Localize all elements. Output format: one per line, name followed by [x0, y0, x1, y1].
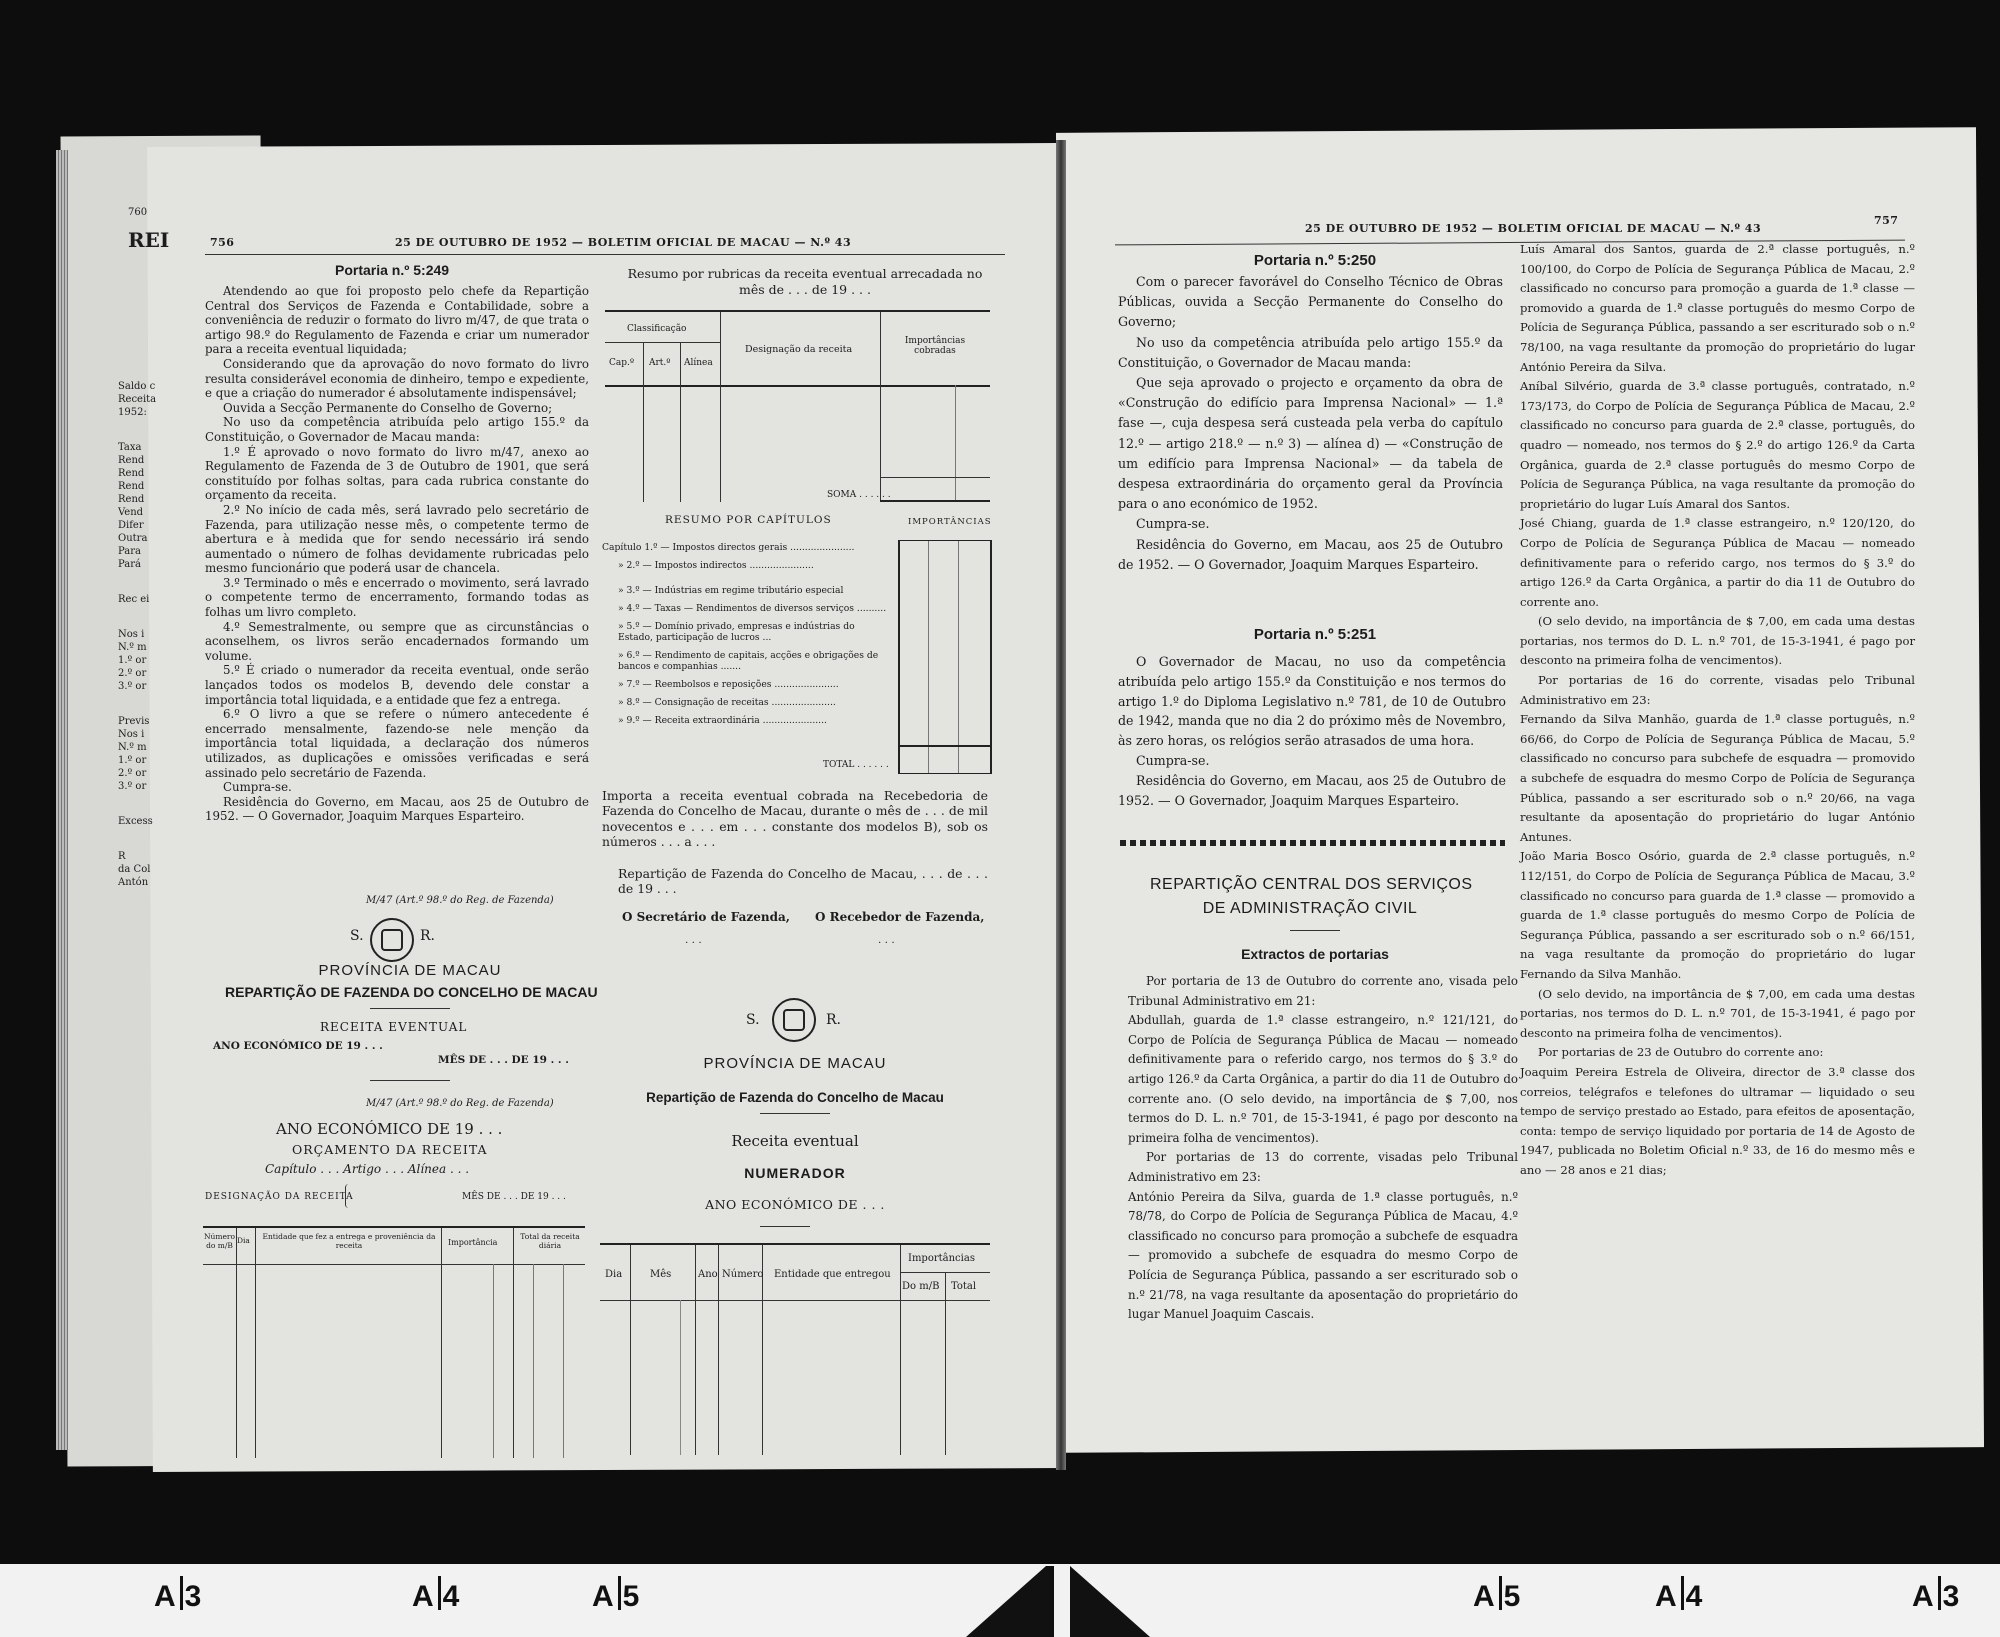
middle-numerador: NUMERADOR	[744, 1165, 846, 1181]
page-edge-stack	[56, 150, 68, 1450]
right-page-header: 25 DE OUTUBRO DE 1952 — BOLETIM OFICIAL DE MACAU — N.º 43	[1305, 222, 1762, 235]
left-col-dia: Dia	[237, 1236, 250, 1245]
class-col-cap: Cap.º	[609, 358, 635, 368]
under-fragment: Rec ei	[118, 594, 150, 605]
chapter-row: » 8.º — Consignação de receitas ......................	[618, 697, 836, 708]
column-2-paragraph: (O selo devido, na importância de $ 7,00, em cada uma destas portarias, nos termos do D. L. n.º 701, de 15-3-1941, é pago por desconto na primeira folha de vencimentos).	[1520, 986, 1915, 1040]
chapter-row: » 7.º — Reembolsos e reposições ......................	[618, 679, 839, 690]
portaria-5249-paragraph: 4.º Semestralmente, ou sempre que as circunstâncias o aconselhem, os livros serão encadernados formando um volume.	[205, 619, 589, 663]
left-col-entidade: Entidade que fez a entrega e proveniência da receita	[262, 1232, 436, 1250]
left-col-importancia: Importância	[448, 1238, 498, 1247]
under-fragment: 1.º or	[118, 655, 147, 666]
reparticao-rule	[1290, 930, 1340, 931]
under-fragment: Rend	[118, 481, 145, 492]
right-column-2-text	[1520, 240, 1915, 1181]
left-mes-line: MÊS DE . . . DE 19 . . .	[462, 1192, 566, 1202]
under-fragment: N.º m	[118, 742, 147, 753]
left-form-rule-2	[370, 1080, 450, 1081]
reparticao-central-title-1: REPARTIÇÃO CENTRAL DOS SERVIÇOS	[1150, 876, 1473, 893]
recebedor-dots: . . .	[878, 934, 895, 946]
portaria-5251-title: Portaria n.º 5:251	[1253, 626, 1377, 643]
left-coat-of-arms-icon	[370, 918, 414, 962]
middle-sr-r: R.	[826, 1012, 841, 1028]
under-fragment: Excess	[118, 816, 153, 827]
extractos-text	[1128, 972, 1518, 1325]
under-fragment: Previs	[118, 716, 150, 727]
portaria-5249-paragraph: Cumpra-se.	[223, 780, 292, 795]
num-col-dom-b: Do m/B	[902, 1281, 940, 1292]
portaria-5251-paragraph: Cumpra-se.	[1136, 752, 1210, 768]
left-provincia: PROVÍNCIA DE MACAU	[318, 962, 502, 979]
extracto-paragraph: António Pereira da Silva, guarda de 1.ª classe português, n.º 78/78, do Corpo de Polícia de Segurança Pública de Macau, 4.º classificado no concurso para promoção a subchefe de esquadra — promovido a subchefe de esquadra do mesmo Corpo de Polícia de Segurança Pública, passando a ser escriturado sob o n.º 21/78, na vaga resultante da aposentação do proprietário do lugar Manuel Joaquim Cascais.	[1128, 1189, 1518, 1322]
portaria-5249-paragraph: No uso da competência atribuída pelo artigo 155.º da Constituição, o Governador de Macau manda:	[205, 415, 589, 444]
middle-coat-of-arms-icon	[772, 998, 816, 1042]
portaria-5249-paragraph: Residência do Governo, em Macau, aos 25 de Outubro de 1952. — O Governador, Joaquim Marques Esparteiro.	[205, 794, 589, 824]
left-page-number: 756	[210, 236, 235, 249]
column-2-paragraph: Joaquim Pereira Estrela de Oliveira, director de 3.ª classe dos correios, telégrafos e telefones do ultramar — liquidado o seu tempo de serviço prestado ao Estado, para efeitos de aposentação, conta: tempo de serviço liquidado por portaria de 14 de Agosto de 1947, publicada no Boletim Oficial n.º 33, de 16 do mesmo mês e ano — 28 anos e 21 dias;	[1520, 1064, 1915, 1177]
soma-label: SOMA . . . . . .	[827, 490, 891, 500]
portaria-5250-paragraph: Cumpra-se.	[1136, 516, 1210, 532]
under-fragment: Taxa	[118, 442, 142, 453]
column-2-paragraph: (O selo devido, na importância de $ 7,00, em cada uma destas portarias, nos termos do D. L. n.º 701, de 15-3-1941, é pago por desconto na primeira folha de vencimentos).	[1520, 614, 1915, 668]
left-designacao-line: DESIGNAÇÃO DA RECEITA	[205, 1192, 354, 1202]
under-fragment: Outra	[118, 533, 148, 544]
num-col-dia: Dia	[605, 1269, 623, 1280]
column-2-paragraph: Por portarias de 16 do corrente, visadas pelo Tribunal Administrativo em 23:	[1520, 673, 1915, 707]
importancias-label: IMPORTÂNCIAS	[908, 517, 992, 527]
under-fragment: 1952:	[118, 407, 147, 418]
numerador-table	[600, 1243, 990, 1455]
left-form-ref-2: M/47 (Art.º 98.º do Reg. de Fazenda)	[366, 1098, 554, 1109]
chapter-row: » 4.º — Taxas — Rendimentos de diversos serviços ..........	[618, 603, 887, 614]
portaria-5249-paragraph: Considerando que da aprovação do novo formato do livro resulta considerável economia de dinheiro, tempo e expediente, e que a criação do numerador é absolutamente indispensável;	[205, 356, 589, 401]
section-wavy-divider	[1120, 840, 1505, 846]
chapter-row: » 5.º — Domínio privado, empresas e indústrias do Estado, participação de lucros ...	[618, 621, 855, 643]
portaria-5249-paragraph: Atendendo ao que foi proposto pelo chefe da Repartição Central dos Serviços de Fazenda e Contabilidade, sobre a conveniência de reduzir o formato do livro m/47, de que trata o artigo 98.º do Regulamento de Fazenda e criar um numerador para a receita eventual liquidada;	[205, 284, 589, 357]
portaria-5251-paragraph: O Governador de Macau, no uso da competência atribuída pelo artigo 155.º da Constituição e nos termos do artigo 1.º do Diploma Legislativo n.º 781, de 10 de Outubro de 1942, manda que no dia 2 do próximo mês de Novembro, às zero horas, os relógios serão atrasados de uma hora.	[1118, 654, 1506, 749]
portaria-5250-paragraph: Que seja aprovado o projecto e orçamento da obra de «Construção do edifício para Imprensa Nacional» — 1.ª fase —, cuja despesa será custeada pela verba do capítulo 12.º — artigo 218.º — n.º 3) — alínea d) — «Construção de um edifício para Imprensa Nacional» — da tabela de despesa extraordinária do orçamento geral da Província para o ano económico de 1952.	[1118, 375, 1503, 512]
portaria-5249-paragraph: 5.º É criado o numerador da receita eventual, onde serão lançados todos os modelos B, devendo dele constar a importância total liquidada, e a entidade que fez a entrega.	[205, 663, 589, 707]
portaria-5249-paragraph: Ouvida a Secção Permanente do Conselho de Governo;	[223, 400, 553, 415]
film-arrow-left	[966, 1566, 1046, 1637]
under-fragment: N.º m	[118, 642, 147, 653]
film-marker-1: A 3	[154, 1576, 201, 1614]
extractos-title: Extractos de portarias	[1241, 946, 1389, 962]
recebedor-label: O Recebedor de Fazenda,	[815, 910, 985, 924]
chapter-row: Capítulo 1.º — Impostos directos gerais ......................	[602, 542, 855, 553]
film-marker-6: A 3	[1912, 1576, 1959, 1614]
column-2-paragraph: Por portarias de 23 de Outubro do corrente ano:	[1538, 1045, 1824, 1060]
left-orcamento: ORÇAMENTO DA RECEITA	[292, 1142, 488, 1157]
middle-sr-s: S.	[746, 1012, 760, 1028]
class-header: Classificação	[627, 324, 687, 334]
num-col-entidade: Entidade que entregou	[774, 1269, 891, 1280]
left-bottom-table	[203, 1226, 585, 1458]
film-marker-3: A 5	[592, 1576, 639, 1614]
class-col-alinea: Alínea	[684, 358, 713, 368]
portaria-5251-text	[1118, 652, 1506, 810]
class-col-art: Art.º	[649, 358, 671, 368]
resumo-rubricas-table	[605, 310, 990, 502]
chapters-list	[602, 542, 892, 733]
portaria-5249-paragraph: 6.º O livro a que se refere o número antecedente é encerrado mensalmente, fazendo-se nele menção da importância total liquidada, a declaração dos números utilizados, as duplicações e omissões verificadas e será assinado pelo secretário de Fazenda.	[205, 707, 589, 780]
portaria-5249-title: Portaria n.º 5:249	[335, 262, 450, 278]
num-col-mes: Mês	[650, 1269, 672, 1280]
left-sr-s: S.	[350, 928, 364, 944]
under-fragment: Nos i	[118, 729, 145, 740]
film-arrow-center	[1046, 1566, 1054, 1637]
column-2-paragraph: Aníbal Silvério, guarda de 3.ª classe português, contratado, n.º 173/173, do Corpo de Polícia de Segurança Pública de Macau, 2.º classificado no concurso para guarda de 2.ª classe, português, do quadro — nomeado, nos termos do § 2.º do artigo 126.º da Carta Orgânica, guarda de 2.ª classe português do mesmo Corpo de Polícia de Segurança Pública, na vaga resultante da promoção do proprietário do lugar Luís Amaral dos Santos.	[1520, 379, 1915, 511]
chapter-row: » 6.º — Rendimento de capitais, acções e obrigações de bancos e companhias .......	[618, 650, 879, 672]
column-2-paragraph: Fernando da Silva Manhão, guarda de 1.ª classe português, n.º 66/66, do Corpo de Polícia de Segurança Pública de Macau, 5.º classificado no concurso para subchefe de esquadra — promovido a subchefe de esquadra do mesmo Corpo de Polícia de Segurança Pública, passando a ser escriturado sob o n.º 20/66, na vaga resultante da aposentação do proprietário do lugar António Antunes.	[1520, 712, 1915, 844]
importa-text: Importa a receita eventual cobrada na Recebedoria de Fazenda do Concelho de Macau, durante o mês de . . . de mil novecentos e . . . em . . . constante dos modelos B), sob os números . . . a . . .	[602, 788, 988, 850]
left-header-rule	[205, 254, 1005, 255]
under-fragment: Rend	[118, 494, 145, 505]
right-page-number: 757	[1874, 214, 1899, 227]
num-col-ano: Ano	[698, 1269, 718, 1280]
chapter-row: » 3.º — Indústrias em regime tributário especial	[618, 585, 844, 596]
middle-reparticao: Repartição de Fazenda do Concelho de Macau	[646, 1090, 944, 1105]
middle-receita-eventual: Receita eventual	[731, 1132, 859, 1150]
column-2-paragraph: João Maria Bosco Osório, guarda de 2.ª classe português, n.º 112/151, do Corpo de Polícia de Segurança Pública de Macau, 3.º classificado no concurso para guarda de 1.ª classe — promovido a guarda de 1.ª classe português do mesmo Corpo de Polícia de Segurança Pública, passando a ser escriturado sob o n.º 66/151, na vaga resultante da promoção do proprietário do lugar Fernando da Silva Manhão.	[1520, 849, 1915, 981]
column-2-paragraph: Luís Amaral dos Santos, guarda de 2.ª classe português, n.º 100/100, do Corpo de Polícia de Segurança Pública de Macau, 2.º classificado no concurso para promoção a guarda de 1.ª classe — promovido a guarda de 1.ª classe português do mesmo Corpo de Polícia de Segurança Pública, passando a ser escriturado sob o n.º 78/100, na vaga resultante da promoção do proprietário do lugar António Pereira da Silva.	[1520, 242, 1915, 374]
extracto-paragraph: Por portarias de 13 do corrente, visadas pelo Tribunal Administrativo em 23:	[1128, 1150, 1518, 1184]
left-col-numero: Número do m/B	[203, 1232, 236, 1250]
under-fragment: Antón	[118, 877, 149, 888]
portaria-5250-paragraph: No uso da competência atribuída pelo artigo 155.º da Constituição, o Governador de Macau manda:	[1118, 334, 1503, 370]
under-fragment: R	[118, 851, 126, 862]
middle-form-rule-1	[760, 1113, 830, 1114]
num-col-total: Total	[951, 1281, 977, 1292]
extracto-paragraph: Abdullah, guarda de 1.ª classe estrangeiro, n.º 121/121, do Corpo de Polícia de Segurança Pública de Macau — nomeado definitivamente para o referido cargo, nos termos do § 3.º do artigo 126.º da Carta Orgânica, a partir do dia 11 de Outubro do corrente ano. (O selo devido, na importância de $ 7,00, nos termos do D. L. n.º 701, de 15-3-1941, é pago por desconto na primeira folha de vencimentos).	[1128, 1013, 1518, 1145]
reparticao-central-title-2: DE ADMINISTRAÇÃO CIVIL	[1202, 900, 1418, 917]
under-fragment: da Col	[118, 864, 151, 875]
film-marker-2: A 4	[412, 1576, 459, 1614]
left-mes-de: MÊS DE . . . DE 19 . . .	[438, 1054, 569, 1066]
secretario-dots: . . .	[685, 934, 702, 946]
portaria-5251-paragraph: Residência do Governo, em Macau, aos 25 de Outubro de 1952. — O Governador, Joaquim Marques Esparteiro.	[1118, 772, 1506, 808]
total-label: TOTAL . . . . . .	[823, 760, 889, 770]
film-marker-5: A 4	[1655, 1576, 1702, 1614]
portaria-5250-paragraph: Com o parecer favorável do Conselho Técnico de Obras Públicas, ouvida a Secção Permanente do Conselho do Governo;	[1118, 274, 1503, 330]
left-col-total: Total da receita diária	[520, 1232, 580, 1250]
num-col-importancias: Importâncias	[908, 1253, 975, 1264]
under-fragment: 2.º or	[118, 668, 147, 679]
under-fragment: Saldo c	[118, 381, 156, 392]
under-fragment: 3.º or	[118, 681, 147, 692]
book-gutter	[1056, 140, 1066, 1470]
portaria-5249-paragraph: 1.º É aprovado o novo formato do livro m/47, anexo ao Regulamento de Fazenda de 3 de Outubro de 1901, que será constituído por folhas soltas, para cada rubrica constante do orçamento da receita.	[205, 444, 589, 503]
chapter-row: » 2.º — Impostos indirectos ......................	[618, 560, 814, 571]
left-form-ref-1: M/47 (Art.º 98.º do Reg. de Fazenda)	[366, 895, 554, 906]
under-page-number: 760	[128, 207, 148, 218]
under-fragment: Difer	[118, 520, 144, 531]
portaria-5250-paragraph: Residência do Governo, em Macau, aos 25 de Outubro de 1952. — O Governador, Joaquim Marques Esparteiro.	[1118, 536, 1503, 572]
portaria-5249-text	[205, 284, 589, 824]
resumo-title: Resumo por rubricas da receita eventual arrecadada no mês de . . . de 19 . . .	[627, 266, 983, 297]
left-sr-r: R.	[420, 928, 435, 944]
under-fragment: Nos i	[118, 629, 145, 640]
under-fragment: Pará	[118, 559, 141, 570]
film-marker-4: A 5	[1473, 1576, 1520, 1614]
film-arrow-right	[1070, 1566, 1150, 1637]
importancias-header: Importâncias cobradas	[904, 336, 966, 356]
resumo-capitulos-title: RESUMO POR CAPÍTULOS	[665, 514, 832, 526]
under-fragment: Rend	[118, 455, 145, 466]
chapters-amount-box	[898, 540, 992, 774]
portaria-5249-paragraph: 3.º Terminado o mês e encerrado o movimento, será lavrado o competente termo de encerramento, formando todas as folhas um livro completo.	[205, 575, 589, 620]
column-2-paragraph: José Chiang, guarda de 1.ª classe estrangeiro, n.º 120/120, do Corpo de Polícia de Segurança Pública de Macau — nomeado definitivamente para o referido cargo, nos termos do § 3.º do artigo 126.º da Carta Orgânica, a partir do dia 11 de Outubro do corrente ano.	[1520, 516, 1915, 609]
portaria-5250-text	[1118, 272, 1503, 575]
left-page-header: 25 DE OUTUBRO DE 1952 — BOLETIM OFICIAL DE MACAU — N.º 43	[395, 236, 852, 249]
left-designacao-brace	[345, 1184, 352, 1208]
under-fragment: Rend	[118, 468, 145, 479]
under-fragment: Para	[118, 546, 141, 557]
under-page-fragments	[118, 380, 156, 889]
extracto-paragraph: Por portaria de 13 de Outubro do corrente ano, visada pelo Tribunal Administrativo em 21:	[1128, 974, 1518, 1008]
num-col-numero: Número	[722, 1269, 764, 1280]
secretario-label: O Secretário de Fazenda,	[622, 910, 790, 924]
left-receita-eventual: RECEITA EVENTUAL	[320, 1020, 468, 1034]
reparticao-date-line: Repartição de Fazenda do Concelho de Macau, . . . de . . . de 19 . . .	[618, 866, 988, 897]
left-reparticao: REPARTIÇÃO DE FAZENDA DO CONCELHO DE MACAU	[225, 984, 598, 1000]
under-fragment: 2.º or	[118, 768, 147, 779]
under-fragment: 1.º or	[118, 755, 147, 766]
middle-ano-economico: ANO ECONÓMICO DE . . .	[705, 1197, 885, 1212]
designacao-header: Designação da receita	[745, 344, 853, 355]
left-capitulo-line: Capítulo . . . Artigo . . . Alínea . . .	[265, 1162, 470, 1176]
left-ano-economico: ANO ECONÓMICO DE 19 . . .	[213, 1040, 383, 1052]
under-fragment: Receita	[118, 394, 156, 405]
portaria-5250-title: Portaria n.º 5:250	[1253, 252, 1377, 269]
under-fragment: Vend	[118, 507, 144, 518]
middle-form-rule-2	[760, 1226, 810, 1227]
left-form-rule-1	[370, 1008, 450, 1009]
portaria-5249-paragraph: 2.º No início de cada mês, será lavrado pelo secretário de Fazenda, para utilização nesse mês, o competente termo de abertura e à medida que for sendo necessário irá sendo aumentado o número de folhas devidamente rubricadas pelo mesmo funcionário que poderá usar de chancela.	[205, 502, 589, 576]
middle-provincia: PROVÍNCIA DE MACAU	[703, 1055, 887, 1072]
under-fragment: 3.º or	[118, 781, 147, 792]
left-ano-economico-2: ANO ECONÓMICO DE 19 . . .	[276, 1120, 503, 1138]
under-page-header: REI	[128, 228, 170, 252]
chapter-row: » 9.º — Receita extraordinária ......................	[618, 715, 827, 726]
